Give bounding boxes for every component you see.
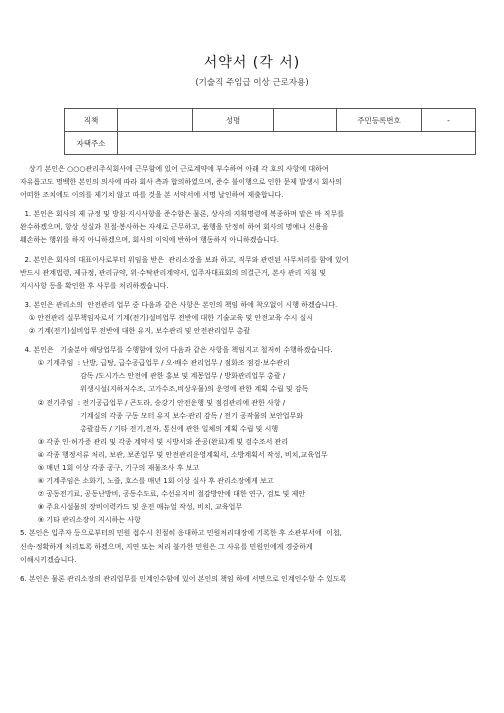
pledge-line: 신속·정확하게 처리토록 하겠으며, 지연 또는 처리 불가한 민원은 그 사유를 민원인에게 경중하게 [20, 542, 313, 551]
document-subtitle: (기술직 주임급 이상 근로자용) [195, 78, 309, 88]
pledge-paragraph [20, 254, 490, 293]
pledge-line: 1. 본인은 회사의 제 규정 및 방침·지시사항을 준수함은 물론, 상사의 지휘명령에 복종하며 맡은 바 직무를 [20, 210, 344, 219]
pledge-line: ⑧ 주요시설물의 장비이력카드 및 운전 매뉴얼 작성, 비치, 교육업무 [20, 503, 243, 512]
pledge-line: 총괄감독 / 기타 전기,전자, 통신에 관한 일체의 계획 수립 및 시행 [20, 424, 279, 433]
pledge-paragraph [20, 299, 490, 338]
pledge-line: ⑨ 기타 관리소장이 지시하는 사항 [20, 516, 141, 525]
pledge-paragraph [20, 163, 490, 202]
pledge-line: 상기 본인은 ○○○관리주식회사에 근무함에 있어 근로계약에 부수하여 아래 각 호의 사항에 대하여 [20, 165, 329, 173]
pledge-line: 어떠한 조치에도 이의를 제기치 않고 따를 것을 본 서약서에 서명 날인하여 제출합니다. [20, 191, 284, 200]
pledge-line: 2. 본인은 회사의 대표이사로부터 위임을 받은 관리소장을 보좌 하고, 직무와 관련된 사무처리를 함에 있어 [20, 255, 349, 264]
personal-info-table [64, 108, 476, 155]
pledge-line: 완수하겠으며, 항상 성실과 친절·봉사하는 자세로 근무하고, 품행을 단정히 하여 회사의 명예나 신용을 [20, 223, 329, 232]
pledge-line: 이해시키겠습니다. [20, 555, 77, 564]
pledge-line: ⑥ 기계주임은 소화기, 노즐, 호스를 매년 1회 이상 실사 후 관리소장에게 보고 [20, 477, 274, 486]
resident-no-label: 주민등록번호 [337, 109, 422, 132]
resident-no-value: - [422, 109, 476, 132]
pledge-body [20, 163, 490, 586]
pledge-line: 훼손하는 행위를 하지 아니하겠으며, 회사의 이익에 반하여 행동하지 아니하겠습니다. [20, 236, 279, 245]
pledge-line: ③ 각종 인·허가증 관리 및 각종 계약서 및 시방서와 준공(완료)계 및 검수조서 관리 [20, 437, 289, 446]
pledge-line: 3. 본인은 관리소의 안전관리 업무 중 다음과 같은 사항은 본인의 책임 하에 착오없이 시행 하겠습니다. [20, 300, 338, 309]
pledge-line: ② 전기주임 : 전기공급업무 / 곤도라, 승강기 안전운행 및 점검관리에 관한 사항 / [20, 398, 286, 407]
pledge-line: 지시사항 등을 확인한 후 사무를 처리하겠습니다. [20, 281, 169, 290]
name-value [274, 109, 337, 132]
pledge-line: 5. 본인은 입주자 등으로부터의 민원 접수시 친절히 응대하고 민원처리대장에 기록한 후 소관부서에 이첩, [20, 529, 342, 538]
address-value [118, 132, 476, 155]
name-label: 성명 [193, 109, 274, 132]
pledge-line: ⑤ 매년 1회 이상 각종 공구, 기구의 재물조사 후 보고 [20, 463, 200, 472]
pledge-line: 감독 /도시가스 안전에 관한 홍보 및 계몽업무 / 방화관리업무 총괄 / [20, 372, 286, 381]
pledge-line: ① 기계주임 : 난방, 급탕, 급수공급업무 / 오·배수 관리업무 / 점화조 점검·보수관리 [20, 359, 290, 368]
pledge-line: ④ 각종 행정서류 처리, 보관, 보존업무 및 안전관리운영계획서, 소방계획서 작성, 비치,교육업무 [20, 450, 328, 459]
document-title: 서약서 (각 서) [203, 55, 301, 71]
pledge-paragraph [20, 573, 490, 586]
position-label: 직책 [65, 109, 118, 132]
pledge-paragraph [20, 344, 490, 567]
pledge-line: 반드시 관계법령, 제규정, 관리규약, 위·수탁관리계약서, 입주자대표회의 의결근거, 본사 관리 지침 및 [20, 268, 327, 277]
pledge-line: 기계실의 각종 구동 모터 유지 보수·관리 감독 / 전기 공작물의 보안업무와 [20, 411, 304, 420]
address-label: 자택주소 [65, 132, 118, 155]
pledge-line: ② 기계(전기)설비업무 전반에 대한 유지, 보수관리 및 안전관리업무 총괄 [20, 327, 250, 336]
pledge-line: 위생시설(지하저수조, 고가수조,비상우물)의 운영에 관한 계획 수립 및 감독 [20, 385, 309, 394]
pledge-line: 6. 본인은 물론 관리소장의 관리업무를 인계인수함에 있어 본인의 책임 하에 서면으로 인계인수할 수 있도록 [20, 574, 347, 583]
position-value [118, 109, 193, 132]
pledge-paragraph [20, 208, 490, 247]
pledge-line: 4. 본인은 기술분야 해당업무를 수행함에 있어 다음과 같은 사항을 책임지고 철저히 수행하겠습니다. [20, 346, 333, 355]
pledge-line: ⑦ 공동전기료, 공동난방비, 공동수도료, 수선유지비 절감방안에 대한 연구, 검토 및 제안 [20, 490, 306, 499]
pledge-line: ① 안전관리 실무책임자로서 기계(전기)설비업무 전반에 대한 기술교육 및 안전교육 수시 실시 [20, 313, 314, 322]
pledge-line: 자유롭고도 명백한 본인의 의사에 따라 회사 측과 합의하였으며, 준수 불이행으로 인한 문제 발생시 회사의 [20, 178, 342, 187]
